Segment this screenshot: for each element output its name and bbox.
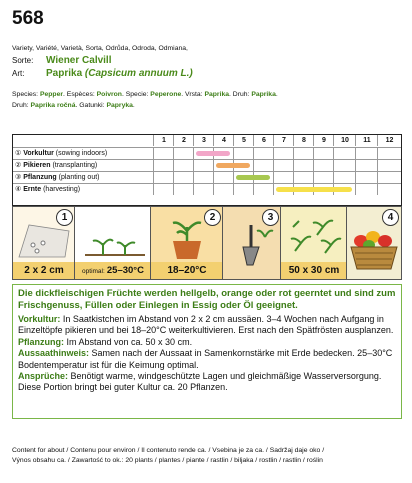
panel-caption: optimal: 25–30°C (75, 262, 151, 279)
calendar-cell (293, 160, 314, 171)
step-number: 1 (56, 209, 73, 226)
calendar-cell (253, 148, 274, 159)
seedling-icon (75, 207, 151, 262)
art-label: Art: (12, 69, 25, 78)
calendar-cell (377, 184, 401, 195)
intro-text: Die dickfleischigen Früchte werden hellgelb, orange oder rot geerntet und sind zum Frischgenuss, Füllen oder Einlegen in Essig oder Öl geeignet. (18, 288, 396, 311)
calendar-cell (273, 148, 294, 159)
sorte-label: Sorte: (12, 56, 34, 65)
calendar-cell (355, 184, 378, 195)
calendar-cell (377, 148, 401, 159)
calendar-cell (253, 160, 274, 171)
month-5: 5 (233, 135, 254, 146)
plant-rows-icon (281, 207, 347, 262)
section-text: Samen nach der Aussaat in Samenkornstärke mit Erde bedecken. 25–30°C Bodentemperatur ist für die Keimung optimal. (18, 348, 393, 370)
art-line (12, 68, 193, 80)
section-text: Benötigt warme, windgeschützte Lagen und gleichmäßige Wasserversorgung. Diese Portion bringt bei guter Kultur ca. 20 Pflanzen. (18, 371, 382, 393)
species-line-1: Species: Pepper. Espèces: Poivron. Specie: Peperone. Vrsta: Paprika. Druh: Paprika. (12, 91, 278, 98)
calendar-cell (153, 148, 174, 159)
calendar-cell (333, 148, 356, 159)
calendar-bar (276, 187, 352, 192)
calendar-cell (173, 160, 194, 171)
calendar-cell (153, 172, 174, 183)
calendar-cell (355, 148, 378, 159)
section-heading: Vorkultur: (18, 314, 61, 324)
section-text: Im Abstand von ca. 50 x 30 cm. (64, 336, 193, 347)
calendar-cell (193, 160, 214, 171)
calendar-cell (173, 172, 194, 183)
step-number: 3 (262, 209, 279, 226)
description-box (12, 284, 402, 419)
panel-spacing (280, 206, 348, 280)
calendar-row-label: ② Pikieren (transplanting) (15, 162, 98, 169)
panel-caption: 2 x 2 cm (13, 262, 75, 279)
month-6: 6 (253, 135, 274, 146)
month-7: 7 (273, 135, 294, 146)
sorte-value: Wiener Calvill (46, 55, 112, 66)
calendar-cell (313, 148, 334, 159)
calendar-cell (233, 184, 254, 195)
calendar-cell (377, 160, 401, 171)
art-latin: (Capsicum annuum L.) (84, 68, 193, 79)
calendar-row-label: ③ Pflanzung (planting out) (15, 174, 100, 181)
calendar-cell (213, 184, 234, 195)
calendar-cell (333, 172, 356, 183)
panel-germination (74, 206, 152, 280)
calendar-row-label: ① Vorkultur (sowing indoors) (15, 150, 108, 157)
calendar-cell (173, 184, 194, 195)
calendar-cell (313, 160, 334, 171)
calendar-row (13, 183, 401, 195)
instructions (18, 314, 396, 394)
calendar-cell (193, 172, 214, 183)
calendar-header (13, 135, 401, 146)
month-10: 10 (333, 135, 356, 146)
calendar-cell (173, 148, 194, 159)
calendar-bar (236, 175, 270, 180)
month-3: 3 (193, 135, 214, 146)
calendar-cell (273, 172, 294, 183)
section-text: In Saatkistchen im Abstand von 2 x 2 cm aussäen. 3–4 Wochen nach Aufgang in Einzeltöpfe pikieren und bei 18–20°C weiterkultivieren. Erst nach den Spätfrösten ausplanzen. (18, 314, 394, 336)
month-2: 2 (173, 135, 194, 146)
calendar-cell (193, 184, 214, 195)
section-heading: Pflanzung: (18, 336, 64, 347)
content-line-2: Výnos obsahu ca. / Zawartość to ok.: 20 plants / plantes / piante / rastlin / biljaka / rostlin / rastlin / roślin (12, 457, 323, 464)
art-value: Paprika (46, 68, 83, 79)
month-4: 4 (213, 135, 234, 146)
calendar-cell (153, 184, 174, 195)
instruction-panels (12, 206, 400, 278)
month-9: 9 (313, 135, 334, 146)
month-8: 8 (293, 135, 314, 146)
section-heading: Ansprüche: (18, 371, 69, 382)
section-heading: Aussaathinweis: (18, 348, 90, 359)
calendar-cell (293, 148, 314, 159)
calendar-cell (273, 160, 294, 171)
calendar-cell (333, 160, 356, 171)
sorte-line (12, 55, 112, 67)
calendar-row-label: ④ Ernte (harvesting) (15, 186, 81, 193)
item-number: 568 (12, 8, 44, 29)
panel-harvest (346, 206, 402, 280)
panel-pot (150, 206, 224, 280)
calendar-cell (213, 172, 234, 183)
calendar-bar (216, 163, 250, 168)
panel-caption: 18–20°C (151, 262, 223, 279)
species-line-2: Druh: Paprika ročná. Gatunki: Papryka. (12, 102, 135, 109)
calendar-cell (377, 172, 401, 183)
calendar-cell (355, 160, 378, 171)
calendar-row (13, 171, 401, 183)
calendar-bar (196, 151, 230, 156)
calendar-cell (253, 184, 274, 195)
step-number: 4 (382, 209, 399, 226)
calendar-row (13, 147, 401, 159)
panel-sowing (12, 206, 76, 280)
month-1: 1 (153, 135, 174, 146)
calendar-cell (293, 172, 314, 183)
content-line-1: Content for about / Contenu pour environ / Il contenuto rende ca. / Vsebina je za ca. / Sadržaj daje oko / (12, 447, 325, 454)
calendar-cell (233, 148, 254, 159)
month-11: 11 (355, 135, 378, 146)
calendar-cell (355, 172, 378, 183)
calendar-cell (313, 172, 334, 183)
calendar-cell (153, 160, 174, 171)
calendar-row (13, 159, 401, 171)
panel-planting (222, 206, 282, 280)
sowing-calendar (12, 134, 402, 206)
month-12: 12 (377, 135, 401, 146)
panel-caption: 50 x 30 cm (281, 262, 347, 279)
step-number: 2 (204, 209, 221, 226)
variety-label: Variety, Variété, Varietà, Sorta, Odrůda, Odroda, Odmiana, (12, 45, 188, 52)
